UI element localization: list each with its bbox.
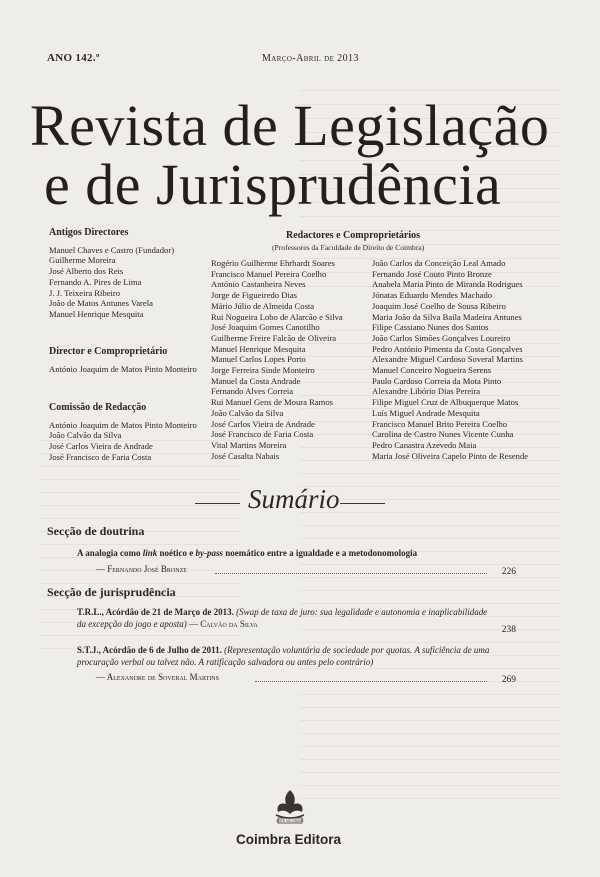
- editor-name: José Joaquim Gomes Canotilho: [211, 322, 320, 333]
- entry-description: (Representação voluntária de sociedade por quotas. A suficiência de uma procuração verbal ou talvez não. A ratificação salvadora ou antes pelo contrário): [77, 645, 490, 667]
- entry-author: — Alexandre de Soveral Martins: [96, 672, 219, 682]
- editor-name: Alexandre Libório Dias Pereira: [372, 386, 481, 397]
- editor-name: Paulo Cardoso Correia da Mota Pinto: [372, 375, 502, 386]
- entry-title: T.R.L., Acórdão de 21 de Março de 2013.: [77, 607, 234, 617]
- former-director-name: João de Matos Antunes Varela: [49, 298, 153, 309]
- divider: [195, 503, 240, 504]
- editor-name: Rogério Guilherme Ehrhardt Soares: [211, 258, 335, 268]
- contents-title: Sumário: [248, 484, 340, 514]
- editor-name: Jorge Ferreira Sinde Monteiro: [211, 365, 315, 376]
- committee-member: António Joaquim de Matos Pinto Monteiro: [49, 419, 197, 430]
- leader-dots: [255, 681, 487, 682]
- editor-name: Filipe Cassiano Nunes dos Santos: [372, 322, 489, 333]
- editor-name: Pedro António Pimenta da Costa Gonçalves: [372, 343, 523, 354]
- editor-name: Francisco Manuel Brito Pereira Coelho: [372, 418, 508, 429]
- former-directors-heading: Antigos Directores: [49, 227, 129, 238]
- editor-name: Luís Miguel Andrade Mesquita: [372, 407, 480, 418]
- editor-name: José Francisco de Faria Costa: [211, 429, 314, 440]
- editor-name: Rui Nogueira Lobo de Alarcão e Silva: [211, 311, 343, 322]
- editors-header: [272, 231, 572, 253]
- editor-name: Carolina de Castro Nunes Vicente Cunha: [372, 429, 514, 440]
- committee-member: José Francisco de Faria Costa: [49, 451, 152, 462]
- editors-heading: Redactores e Comproprietários: [286, 230, 421, 241]
- editor-name: Jorge de Figueiredo Dias: [211, 290, 298, 301]
- editor-name: Guilherme Freire Falcão de Oliveira: [211, 332, 337, 343]
- editors-column-1: [211, 258, 376, 461]
- issue-date: Março-Abril de 2013: [262, 53, 359, 64]
- entry-page-number: 238: [501, 625, 516, 635]
- director-name: António Joaquim de Matos Pinto Monteiro: [49, 363, 197, 374]
- journal-title-line2: e de Jurisprudência: [44, 152, 502, 217]
- editor-name: Maria José Oliveira Capelo Pinto de Resende: [372, 450, 529, 461]
- editor-name: João Carlos Simões Gonçalves Loureiro: [372, 332, 511, 343]
- editor-name: Rui Manuel Gens de Moura Ramos: [211, 397, 333, 408]
- editor-name: João Calvão da Silva: [211, 407, 284, 418]
- doctrine-heading: Secção de doutrina: [47, 524, 145, 538]
- former-director-name: J. J. Teixeira Ribeiro: [49, 287, 121, 298]
- director-heading: Director e Comproprietário: [49, 346, 168, 357]
- editor-name: Manuel da Costa Andrade: [211, 375, 301, 386]
- former-director-name: Manuel Chaves e Castro (Fundador): [49, 244, 175, 255]
- former-director-name: Manuel Henrique Mesquita: [49, 308, 144, 319]
- former-director-name: José Alberto dos Reis: [49, 266, 124, 277]
- jurisprudence-heading: Secção de jurisprudência: [47, 585, 176, 599]
- editor-name: Filipe Miguel Cruz de Albuquerque Matos: [372, 397, 519, 408]
- editor-name: Pedro Canastra Azevedo Maia: [372, 439, 477, 450]
- committee-heading: Comissão de Redacção: [49, 402, 147, 413]
- editor-name: José Casalta Nabais: [211, 450, 280, 461]
- former-director-name: Guilherme Moreira: [49, 255, 116, 266]
- entry-author: — Calvão da Silva: [188, 618, 258, 629]
- editor-name: Mário Júlio de Almeida Costa: [211, 300, 315, 311]
- editor-name: Vital Martins Moreira: [211, 439, 287, 450]
- emblem-motto: ARTE NO GRAVE: [276, 819, 304, 823]
- journal-title-line1: Revista de Legislação: [30, 93, 550, 158]
- editor-name: António Castanheira Neves: [211, 279, 306, 290]
- divider: [340, 503, 385, 504]
- editor-name: João Carlos da Conceição Leal Amado: [372, 258, 506, 268]
- editor-name: Manuel Henrique Mesquita: [211, 343, 306, 354]
- editor-name: Francisco Manuel Pereira Coelho: [211, 268, 327, 279]
- jurisprudence-entry[interactable]: [77, 607, 493, 630]
- entry-page-number: 269: [501, 675, 516, 685]
- publisher-name: Coimbra Editora: [236, 832, 342, 847]
- doctrine-entry-title[interactable]: A analogia como link noético e by-pass noemático entre a igualdade e a metodonomologia: [77, 548, 418, 558]
- jurisprudence-entry[interactable]: [77, 645, 493, 668]
- editor-name: Fernando José Couto Pinto Bronze: [372, 268, 492, 279]
- editor-name: Anabela Maria Pinto de Miranda Rodrigues: [372, 279, 523, 290]
- entry-title: S.T.J., Acórdão de 6 de Julho de 2011.: [77, 645, 222, 655]
- former-director-name: Fernando A. Pires de Lima: [49, 276, 142, 287]
- editor-name: José Carlos Vieira de Andrade: [211, 418, 315, 429]
- entry-description: (Swap de taxa de juro: sua legalidade e autonomia e inaplicabilidade da excepção do jogo e aposta): [77, 607, 488, 629]
- committee-member: José Carlos Vieira de Andrade: [49, 441, 153, 452]
- publisher-emblem-icon: [266, 788, 314, 828]
- editors-subheading: (Professores da Faculdade de Direito de Coimbra): [272, 242, 425, 252]
- committee-member: João Calvão da Silva: [49, 430, 122, 441]
- editor-name: Manuel Carlos Lopes Porto: [211, 354, 306, 365]
- editors-column-2: [372, 258, 572, 461]
- issue-year: ANO 142.º: [47, 52, 100, 64]
- editor-name: Jónatas Eduardo Mendes Machado: [372, 290, 493, 301]
- editor-name: Alexandre Miguel Cardoso Soveral Martins: [372, 354, 523, 365]
- editor-name: Maria João da Silva Baila Madeira Antunes: [372, 311, 522, 322]
- doctrine-page-number: 226: [501, 567, 516, 577]
- leader-dots: [215, 573, 487, 574]
- editor-name: Manuel Conceiro Nogueira Serens: [372, 365, 492, 376]
- editor-name: Joaquim José Coelho de Sousa Ribeiro: [372, 300, 506, 311]
- doctrine-entry-author: — Fernando José Bronze: [96, 564, 187, 574]
- editor-name: Fernando Alves Correia: [211, 386, 294, 397]
